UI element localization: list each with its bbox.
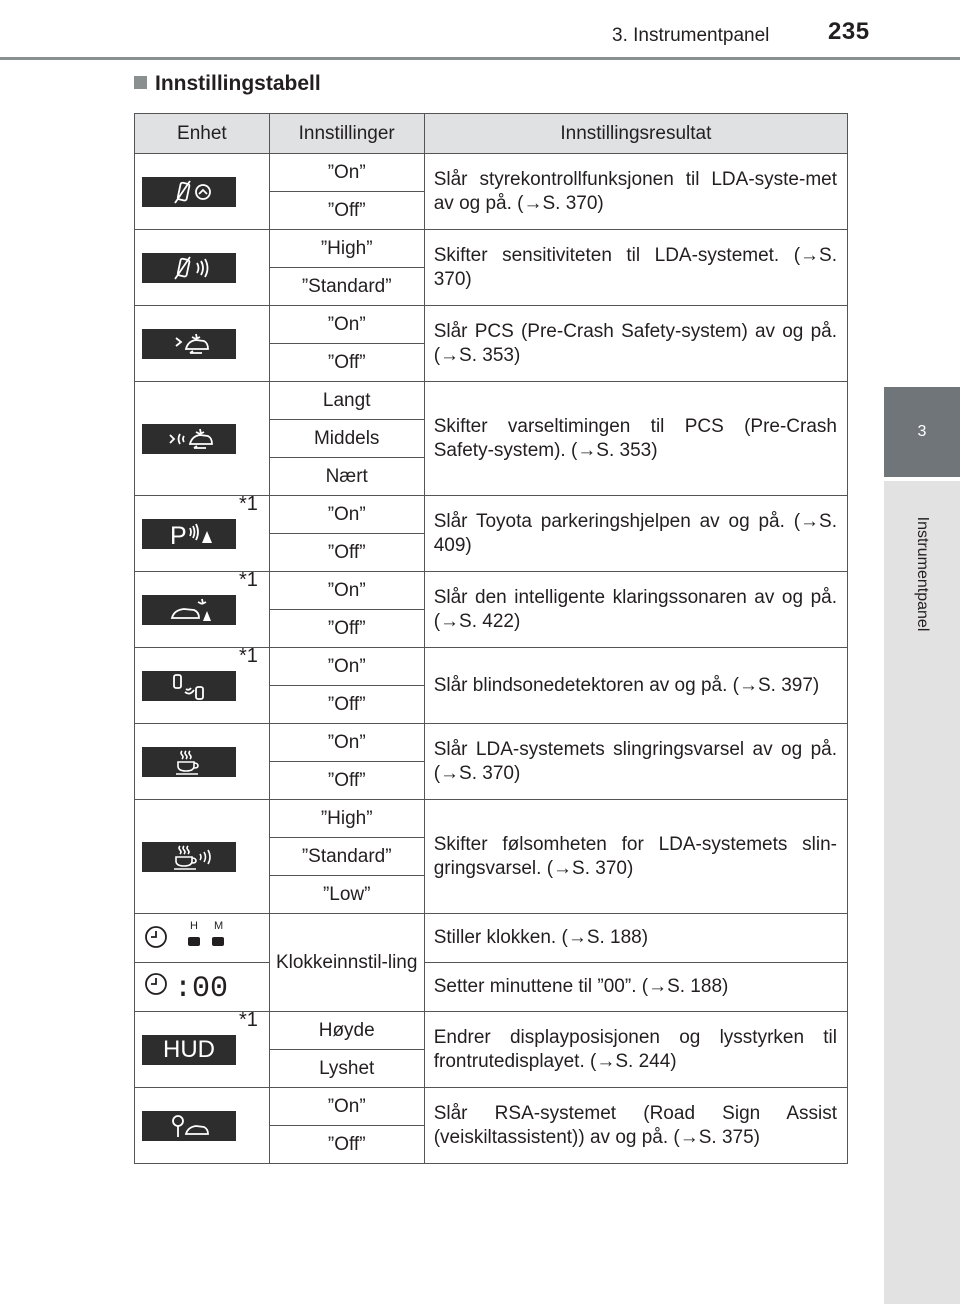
footnote-marker: *1 [239, 493, 258, 515]
table-row [135, 963, 848, 1012]
table-row [135, 724, 848, 762]
unit-cell [135, 382, 270, 496]
unit-cell [135, 154, 270, 230]
unit-cell [135, 1009, 270, 1088]
setting-cell: ”Low” [269, 876, 424, 914]
clock-minute-label: M [214, 920, 224, 932]
table-row [135, 154, 848, 192]
chapter-title: 3. Instrumentpanel [612, 25, 770, 46]
clock-hm-icon [142, 917, 236, 959]
footnote-marker: *1 [239, 645, 258, 667]
unit-cell [135, 645, 270, 724]
setting-cell: ”On” [269, 572, 424, 610]
sway-sensitivity-icon [142, 842, 236, 872]
pcs-icon [142, 329, 236, 359]
result-cell: Slår den intelligente klaringssonaren av og på. (→S. 422) [424, 572, 847, 648]
table-header-row [135, 114, 848, 154]
setting-cell: Middels [269, 420, 424, 458]
unit-cell [135, 569, 270, 648]
setting-cell: ”High” [269, 230, 424, 268]
footnote-marker: *1 [239, 1009, 258, 1031]
table-row [135, 572, 848, 610]
square-bullet-icon [134, 76, 147, 89]
chapter-tab-number: 3 [884, 387, 960, 477]
clock-hour-label: H [190, 920, 198, 932]
table-row [135, 800, 848, 838]
unit-cell [135, 963, 270, 1012]
setting-cell: ”On” [269, 306, 424, 344]
setting-cell: ”On” [269, 1088, 424, 1126]
setting-cell: ”On” [269, 724, 424, 762]
setting-cell: ”Standard” [269, 838, 424, 876]
unit-cell [135, 306, 270, 382]
column-header: Enhet [135, 114, 270, 154]
table-row [135, 914, 848, 963]
setting-cell: ”Standard” [269, 268, 424, 306]
setting-cell: ”Off” [269, 344, 424, 382]
unit-cell [135, 914, 270, 963]
setting-cell: ”Off” [269, 762, 424, 800]
header-divider [0, 57, 960, 60]
setting-cell: ”Off” [269, 610, 424, 648]
unit-cell [135, 493, 270, 572]
result-cell: Slår LDA-systemets slingringsvarsel av og på. (→S. 370) [424, 724, 847, 800]
result-cell: Endrer displayposisjonen og lysstyrken til frontrutedisplayet. (→S. 244) [424, 1012, 847, 1088]
unit-cell [135, 800, 270, 914]
setting-cell: ”Off” [269, 534, 424, 572]
result-cell: Slår blindsonedetektoren av og på. (→S. 397) [424, 648, 847, 724]
setting-cell: Høyde [269, 1012, 424, 1050]
table-row [135, 648, 848, 686]
table-row [135, 1088, 848, 1126]
sway-warning-icon [142, 747, 236, 777]
setting-cell: ”On” [269, 496, 424, 534]
setting-cell: Klokkeinnstil-ling [269, 914, 424, 1012]
result-cell: Slår styrekontrollfunksjonen til LDA-syste-met av og på. (→S. 370) [424, 154, 847, 230]
result-cell: Slår Toyota parkeringshjelpen av og på. (→S. 409) [424, 496, 847, 572]
setting-cell: ”On” [269, 648, 424, 686]
result-cell: Skifter varseltimingen til PCS (Pre-Crash Safety-system). (→S. 353) [424, 382, 847, 496]
clearance-sonar-icon [142, 595, 236, 625]
svg-text:P: P [170, 521, 187, 549]
setting-cell: ”Off” [269, 1126, 424, 1164]
result-cell: Slår RSA-systemet (Road Sign Assist (veiskiltassistent)) av og på. (→S. 375) [424, 1088, 847, 1164]
unit-cell [135, 1088, 270, 1164]
rsa-icon [142, 1111, 236, 1141]
setting-cell: Lyshet [269, 1050, 424, 1088]
lda-steering-icon [142, 177, 236, 207]
table-row [135, 496, 848, 534]
setting-cell: ”High” [269, 800, 424, 838]
column-header: Innstillinger [269, 114, 424, 154]
hud-icon: HUD [142, 1035, 236, 1065]
parking-assist-icon [142, 519, 236, 549]
table-row [135, 382, 848, 420]
setting-cell: ”Off” [269, 192, 424, 230]
column-header: Innstillingsresultat [424, 114, 847, 154]
result-cell: Skifter sensitiviteten til LDA-systemet. (→S. 370) [424, 230, 847, 306]
footnote-marker: *1 [239, 569, 258, 591]
blind-spot-icon [142, 671, 236, 701]
setting-cell: ”Off” [269, 686, 424, 724]
table-row [135, 1012, 848, 1050]
result-cell: Stiller klokken. (→S. 188) [424, 914, 847, 963]
pcs-timing-icon [142, 424, 236, 454]
unit-cell [135, 724, 270, 800]
clock-00-icon [142, 966, 236, 1008]
lda-sensitivity-icon [142, 253, 236, 283]
clock-digits-label: :00 [174, 972, 229, 1002]
result-cell: Slår PCS (Pre-Crash Safety-system) av og på. (→S. 353) [424, 306, 847, 382]
table-row [135, 230, 848, 268]
table-row [135, 306, 848, 344]
page-number: 235 [828, 18, 870, 45]
result-cell: Setter minuttene til ”00”. (→S. 188) [424, 963, 847, 1012]
setting-cell: Nært [269, 458, 424, 496]
setting-cell: Langt [269, 382, 424, 420]
result-cell: Skifter følsomheten for LDA-systemets slin-gringsvarsel. (→S. 370) [424, 800, 847, 914]
section-title: Innstillingstabell [134, 72, 321, 96]
settings-table [134, 113, 848, 1164]
setting-cell: ”On” [269, 154, 424, 192]
unit-cell [135, 230, 270, 306]
